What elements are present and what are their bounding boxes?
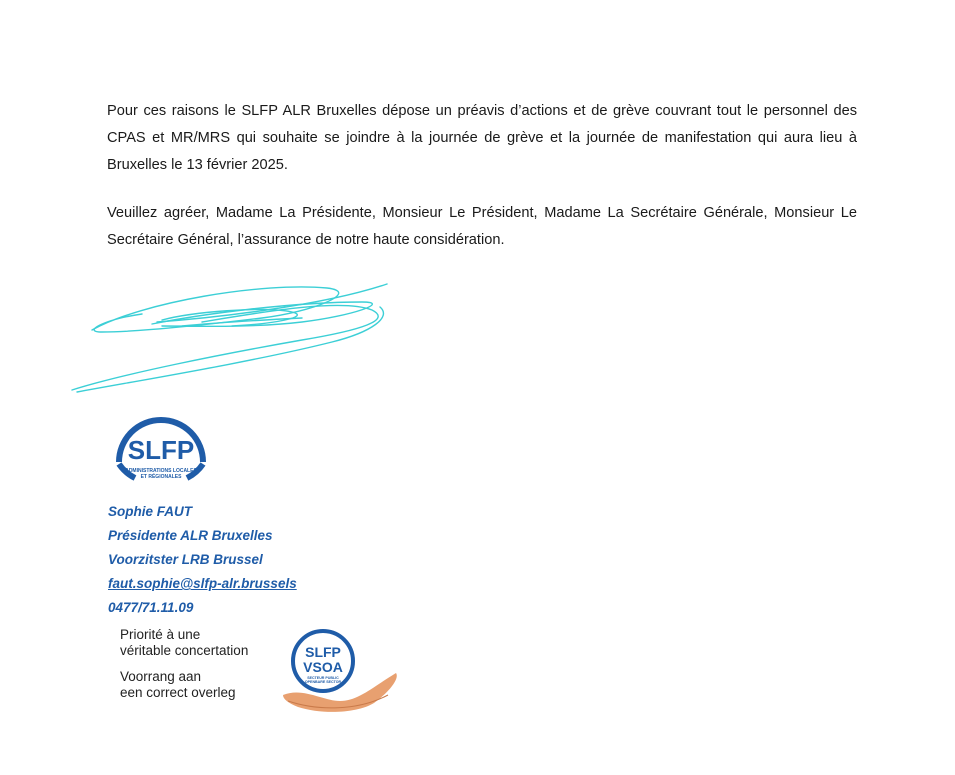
logo-subtitle-1: ADMINISTRATIONS LOCALES (125, 468, 197, 474)
badge-small-2: OPENBARE SECTOR (304, 680, 342, 684)
badge-line-1: SLFP (305, 644, 341, 660)
contact-phone: 0477/71.11.09 (108, 600, 194, 615)
slogan-fr-line-1: Priorité à une (120, 627, 201, 642)
badge-small-1: SECTEUR PUBLIC (307, 676, 339, 680)
slogan-banner (108, 617, 403, 717)
contact-title-fr: Présidente ALR Bruxelles (108, 528, 273, 543)
slogan-nl-line-2: een correct overleg (120, 685, 236, 700)
body-paragraph-2: Veuillez agréer, Madame La Présidente, Monsieur Le Président, Madame La Secrétaire Générale, Monsieur Le Secrétaire Général, l’assurance de notre haute considération. (107, 205, 857, 248)
contact-title-nl: Voorzitster LRB Brussel (108, 552, 263, 567)
contact-email-link[interactable]: faut.sophie@slfp-alr.brussels (108, 576, 297, 591)
slogan-fr (120, 627, 248, 659)
handwritten-signature (62, 262, 392, 397)
slogan-nl (120, 669, 236, 701)
slogan-fr-line-2: véritable concertation (120, 643, 249, 658)
body-paragraph-1: Pour ces raisons le SLFP ALR Bruxelles dépose un préavis d’actions et de grève couvrant tout le personnel des CPAS et MR/MRS qui souhaite se joindre à la journée de grève et la journée de manifestation qui aura lieu à Bruxelles le 13 février 2025. (107, 103, 857, 173)
hands-badge-illustration (278, 617, 403, 717)
slfp-logo (105, 402, 217, 488)
badge-line-2: VSOA (303, 659, 343, 675)
logo-title: SLFP (127, 435, 195, 465)
contact-name: Sophie FAUT (108, 504, 192, 519)
logo-subtitle-2: ET RÉGIONALES (140, 474, 182, 480)
slogan-nl-line-1: Voorrang aan (120, 669, 202, 684)
contact-block (108, 500, 297, 620)
